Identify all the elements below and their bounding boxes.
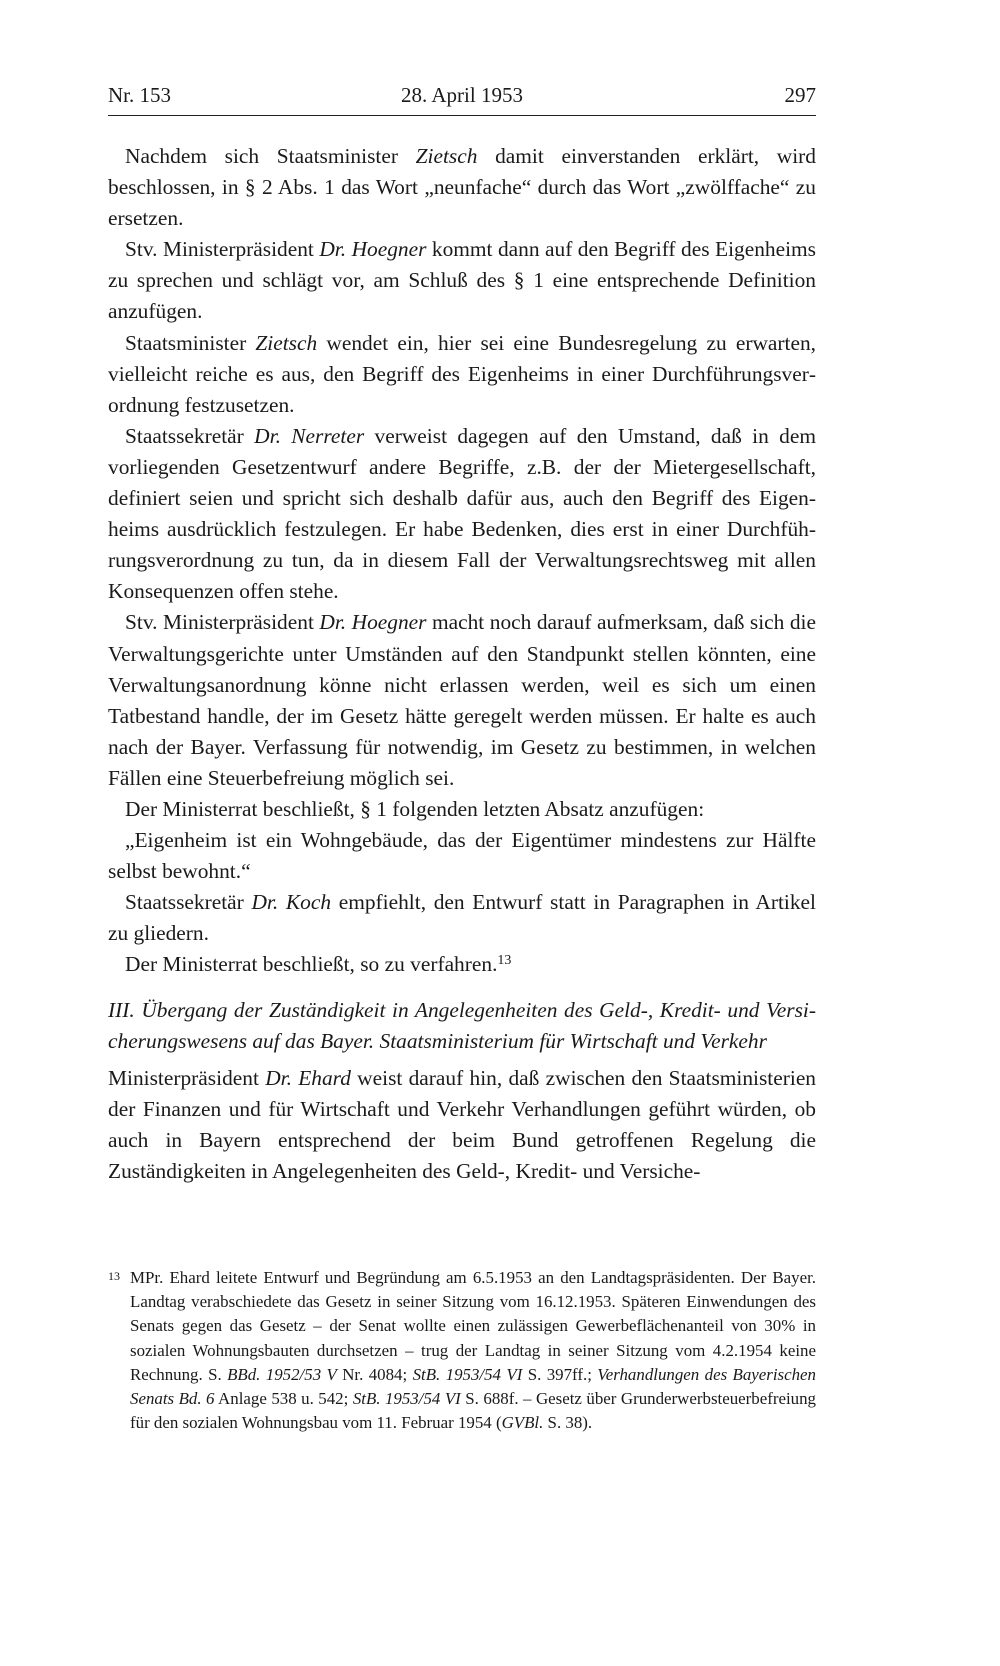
body-text	[108, 141, 816, 1187]
page-number: 297	[784, 83, 816, 107]
text-segment: Nachdem sich Staatsminister	[125, 144, 416, 168]
italic-text: Dr. Nerreter	[254, 423, 365, 448]
session-date: 28. April 1953	[401, 83, 523, 107]
paragraph	[108, 825, 816, 887]
text-segment: Staatssekretär	[125, 423, 255, 448]
italic-text: Zietsch	[255, 330, 318, 355]
text-segment: weist darauf hin, daß zwischen den Staatsministerien der Finanzen und für Wirtschaft und Verkehr Verhandlungen geführt würden, ob auch in Bayern entsprechend der beim Bund getroffenen Regelung die Zuständigkeiten in Angelegenheiten des Geld-, Kredit- und Versiche-	[108, 1065, 817, 1183]
text-segment: empfiehlt, den Entwurf statt in Paragraphen in Artikel zu gliedern.	[108, 890, 816, 946]
italic-text: Dr. Koch	[251, 890, 332, 915]
text-segment: MPr. Ehard leitete Entwurf und Begründung am 6.5.1953 an den Landtagspräsidenten. Der Bayer. Landtag verabschiedete das Gesetz in seiner Sitzung vom 16.12.1953. Späteren Einwendungen des Senats gegen das Gesetz – der Senat wollte einen zulässigen Gewerbeflächenanteil von 30% in sozialen Wohnungsbauten durchsetzen – trug der Landtag in seiner Sitzung vom 4.2.1954 keine Rechnung. S.	[130, 1268, 816, 1384]
text-segment: Staatssekretär	[125, 890, 252, 915]
text-segment: Anlage 538 u. 542;	[214, 1389, 353, 1409]
text-segment: Staatsminister	[125, 330, 256, 355]
text-segment: S. 688f. – Gesetz über Grunderwerbsteuerbefreiung für den sozialen Wohnungsbau vom 11. Februar 1954 (	[130, 1389, 816, 1433]
italic-text: BBd. 1952/53 V	[227, 1364, 337, 1384]
text-segment: Nr. 4084;	[336, 1364, 413, 1384]
running-head	[108, 82, 816, 116]
text-segment: Stv. Ministerpräsident	[125, 610, 320, 635]
text-segment: damit einverstanden erklärt, wird beschlossen, in § 2 Abs. 1 das Wort „neunfache“ durch das Wort „zwölffache“ zu ersetzen.	[108, 144, 816, 231]
italic-text: GVBl.	[501, 1413, 544, 1433]
italic-text: Zietsch	[415, 144, 478, 168]
italic-text: III. Übergang der Zuständigkeit in Angelegenheiten des Geld-, Kredit- und Versicherungswesens auf das Bayer. Staatsministerium für Wirtschaft und Verkehr	[108, 997, 816, 1053]
text-segment: S. 397ff.;	[522, 1364, 598, 1384]
paragraph	[108, 1063, 816, 1187]
text-segment: Der Ministerrat beschließt, § 1 folgenden letzten Absatz anzufügen:	[125, 796, 705, 821]
footnote-reference[interactable]: 13	[497, 953, 512, 969]
footnote-number: 13	[108, 1269, 120, 1283]
text-segment: „Eigenheim ist ein Wohngebäude, das der Eigentümer mindestens zur Hälfte selbst bewohnt.“	[108, 828, 816, 884]
paragraph	[108, 794, 816, 825]
paragraph	[108, 949, 816, 980]
text-segment: wendet ein, hier sei eine Bundesregelung zu erwarten, vielleicht reiche es aus, den Begriff des Eigenheims in einer Durchführungsverordnung festzusetzen.	[108, 330, 816, 417]
footnote	[108, 1266, 816, 1435]
paragraph	[108, 887, 816, 949]
text-segment: Stv. Ministerpräsident	[125, 237, 320, 262]
italic-text: StB. 1953/54 VI	[352, 1389, 461, 1409]
text-segment: Ministerpräsident	[108, 1065, 266, 1090]
text-segment: macht noch darauf aufmerksam, daß sich die Verwaltungsgerichte unter Umständen auf den Standpunkt stellen könnten, eine Verwaltungsanordnung könne nicht erlassen werden, weil es sich um einen Tatbestand handle, der im Gesetz hätte geregelt werden müssen. Er halte es auch nach der Bayer. Verfassung für notwendig, im Gesetz zu bestimmen, in welchen Fällen eine Steuerbefreiung möglich sei.	[108, 610, 816, 790]
document-number: Nr. 153	[108, 83, 171, 107]
paragraph	[108, 141, 816, 234]
text-segment: verweist dagegen auf den Umstand, daß in dem vorliegenden Gesetzentwurf andere Begriffe, z.B. der der Mietergesellschaft, definiert seien und spricht sich deshalb dafür aus, auch den Begriff des Eigenheims ausdrücklich festzulegen. Er habe Bedenken, dies erst in einer Durchführungsverordnung zu tun, da in diesem Fall der Verwaltungsrechtsweg mit allen Konsequenzen offen stehe.	[108, 423, 817, 604]
text-segment: Der Ministerrat beschließt, so zu verfahren.	[125, 952, 498, 977]
footnotes	[108, 1266, 816, 1435]
text-segment: S. 38).	[543, 1413, 593, 1433]
italic-text: StB. 1953/54 VI	[412, 1364, 523, 1384]
italic-text: Dr. Ehard	[265, 1065, 351, 1090]
header-rule	[108, 115, 816, 116]
italic-text: Dr. Hoegner	[319, 237, 427, 262]
paragraph	[108, 328, 816, 421]
paragraph	[108, 607, 816, 794]
italic-text: Dr. Hoegner	[319, 610, 427, 635]
paragraph	[108, 234, 816, 327]
text-segment: kommt dann auf den Begriff des Eigenheims zu sprechen und schlägt vor, am Schluß des § 1 eine entsprechende Definition anzufügen.	[108, 237, 816, 324]
italic-text: Verhandlungen des Bayerischen Senats Bd. 6	[130, 1364, 816, 1409]
paragraph	[108, 421, 816, 608]
section-heading	[108, 995, 816, 1057]
